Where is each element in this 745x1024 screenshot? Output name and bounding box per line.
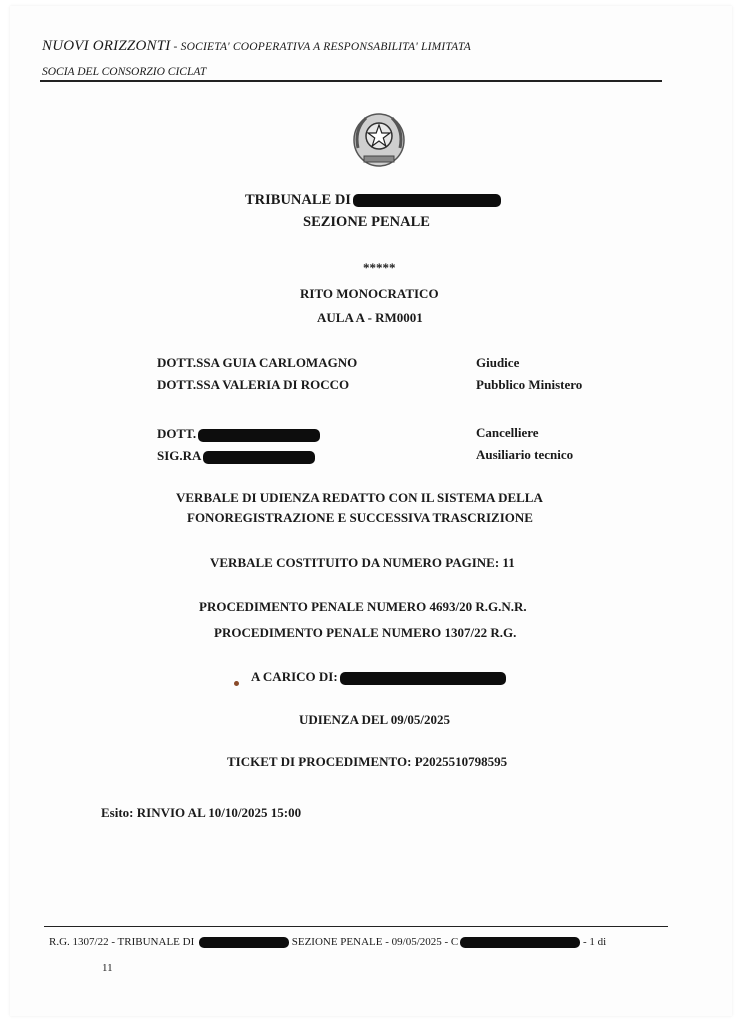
org-description: - SOCIETA' COOPERATIVA A RESPONSABILITA' LIMITATA [170,41,471,53]
hearing-date: UDIENZA DEL 09/05/2025 [299,712,450,727]
court-title [245,192,501,209]
participant-role: Pubblico Ministero [476,377,583,392]
outcome-line: Esito: RINVIO AL 10/10/2025 15:00 [101,805,302,820]
proceeding-number-1: PROCEDIMENTO PENALE NUMERO 4693/20 R.G.N.R. [199,599,527,614]
participant-name [157,448,315,464]
rite-label: RITO MONOCRATICO [300,286,439,301]
participant-name-text: SIG.RA [157,448,202,463]
participant-name: DOTT.SSA GUIA CARLOMAGNO [157,355,358,370]
footer-text-2: SEZIONE PENALE - 09/05/2025 - C [291,936,459,948]
redaction-box [460,937,580,948]
participant-role: Ausiliario tecnico [476,447,574,462]
redaction-box [199,937,289,948]
record-line-1: VERBALE DI UDIENZA REDATTO CON IL SISTEMA DELLA [176,490,543,505]
footer-page-text: - 1 di [583,936,607,948]
court-section: SEZIONE PENALE [303,214,430,230]
italian-republic-emblem-icon [350,108,408,170]
org-header [42,38,471,55]
record-pages: VERBALE COSTITUITO DA NUMERO PAGINE: 11 [210,555,515,570]
court-title-text: TRIBUNALE DI [245,192,351,208]
redaction-box [340,672,506,685]
ink-spot [234,681,239,686]
separator: ***** [363,260,396,275]
footer-rule [44,926,668,927]
room-label: AULA A - RM0001 [317,310,423,325]
charge-line [251,669,506,685]
charge-label: A CARICO DI: [251,669,338,684]
org-name: NUOVI ORIZZONTI [42,38,171,54]
header-rule [40,80,662,82]
redaction-box [353,194,501,207]
participant-role: Giudice [476,355,520,370]
participant-role: Cancelliere [476,425,539,440]
redaction-box [198,429,320,442]
footer-text-1: R.G. 1307/22 - TRIBUNALE DI [49,936,195,948]
redaction-box [203,451,315,464]
footer-line [49,936,606,948]
participant-name: DOTT.SSA VALERIA DI ROCCO [157,377,350,392]
proceeding-number-2: PROCEDIMENTO PENALE NUMERO 1307/22 R.G. [214,625,517,640]
record-line-2: FONOREGISTRAZIONE E SUCCESSIVA TRASCRIZIONE [187,510,533,525]
participant-name [157,426,320,442]
procedure-ticket: TICKET DI PROCEDIMENTO: P2025510798595 [227,754,508,769]
participant-name-text: DOTT. [157,426,197,441]
consortium-line: SOCIA DEL CONSORZIO CICLAT [42,66,207,78]
footer-page-total: 11 [102,962,113,974]
